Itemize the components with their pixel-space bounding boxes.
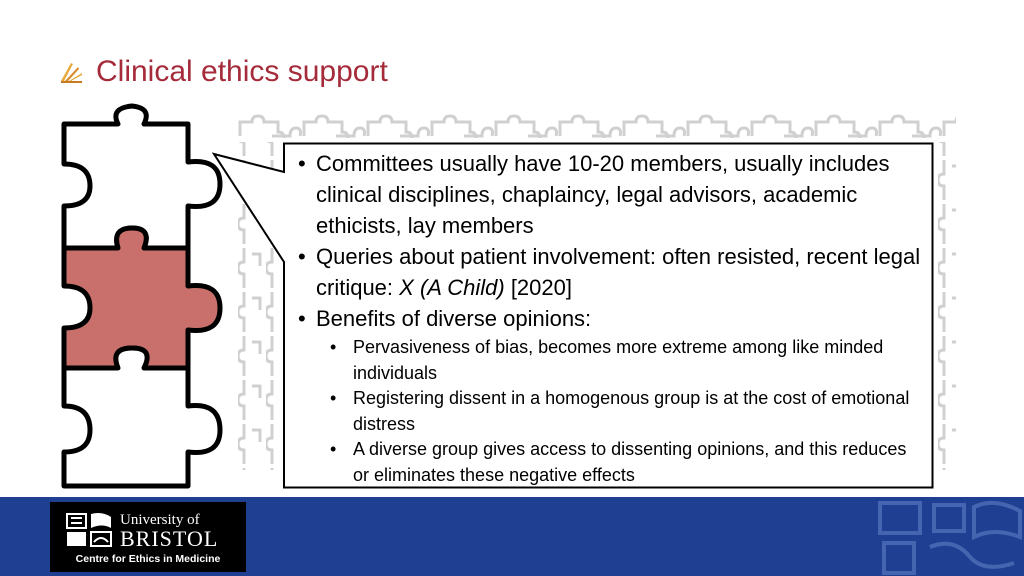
bullet-item-benefits	[294, 303, 922, 334]
case-year: [2020]	[504, 275, 572, 300]
title-row	[58, 52, 388, 92]
slide-bullet-icon	[58, 59, 84, 85]
sub-bullet-item: • Registering dissent in a homogenous group is at the cost of emotional distress	[316, 386, 922, 437]
crest-watermark-icon	[874, 497, 1024, 576]
sub-bullet-item: • A diverse group gives access to dissenting opinions, and this reduces or eliminates these negative effects	[316, 437, 922, 488]
sub-bullet-item: • Pervasiveness of bias, becomes more extreme among like minded individuals	[316, 335, 922, 386]
sub-bullet-list	[294, 335, 922, 488]
logo-university-text: University of	[120, 512, 200, 528]
content-textbox	[284, 142, 932, 486]
bullet-list	[294, 148, 922, 334]
bullet-item-committees: • Committees usually have 10-20 members, usually includes clinical disciplines, chaplaincy, legal advisors, academic ethicists, lay members	[294, 148, 922, 241]
case-citation: X (A Child)	[399, 275, 505, 300]
puzzle-pieces-graphic	[52, 100, 228, 492]
university-logo	[50, 502, 246, 572]
bristol-crest-icon	[64, 511, 114, 549]
page-title: Clinical ethics support	[96, 55, 388, 88]
bullet-queries-text: Queries about patient involvement: often resisted, recent legal critique:	[316, 244, 921, 300]
bullet-item-queries	[294, 241, 922, 303]
logo-centre-text: Centre for Ethics in Medicine	[75, 553, 221, 565]
bullet-benefits-text: Benefits of diverse opinions:	[316, 306, 592, 331]
logo-bristol-text: BRISTOL	[120, 526, 219, 551]
